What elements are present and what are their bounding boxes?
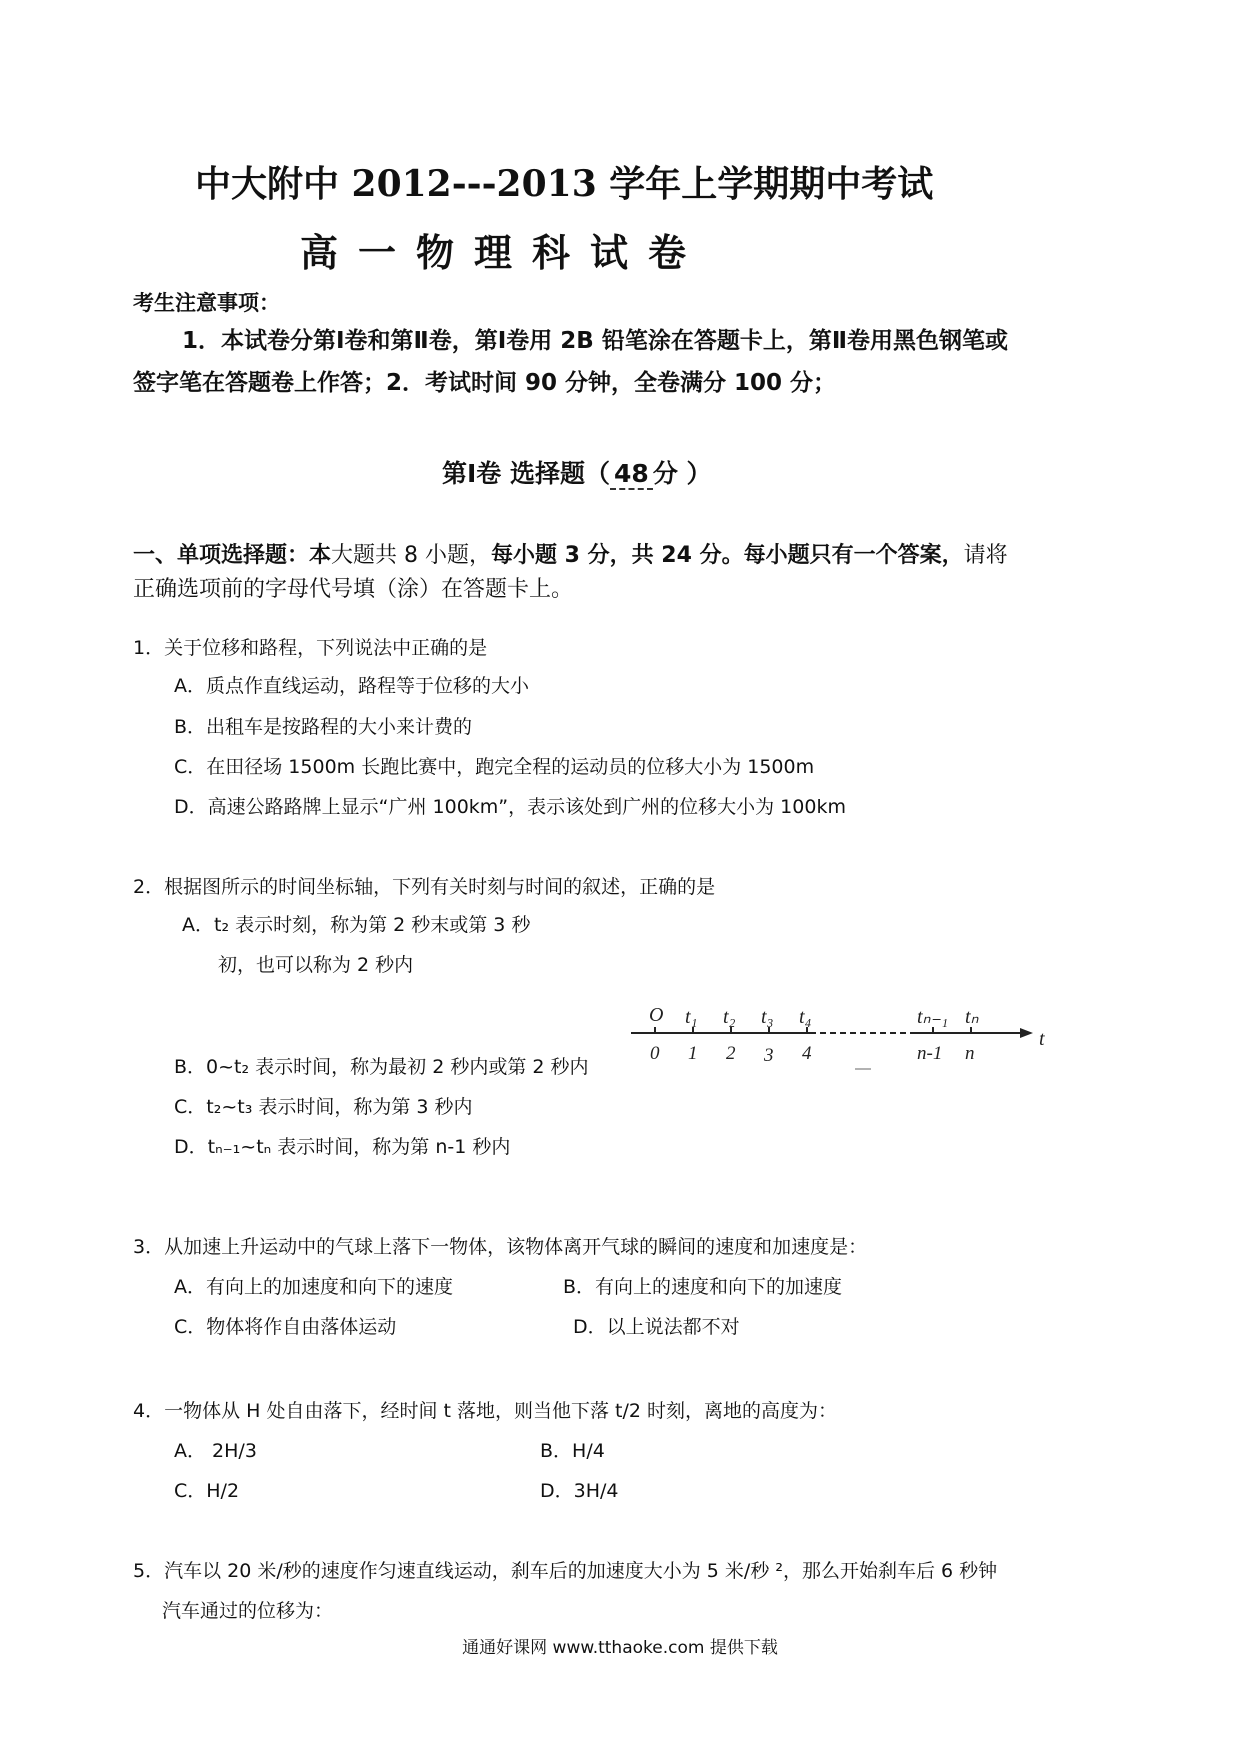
question-1-option-c: C．在田径场 1500m 长跑比赛中，跑完全程的运动员的位移大小为 1500m <box>174 756 815 778</box>
question-3-stem: 3．从加速上升运动中的气球上落下一物体，该物体离开气球的瞬间的速度和加速度是： <box>133 1236 868 1258</box>
question-1-option-d: D．高速公路路牌上显示“广州 100km”，表示该处到广州的位移大小为 100km <box>174 796 846 818</box>
question-1-stem: 1．关于位移和路程，下列说法中正确的是 <box>133 637 488 659</box>
num-2: 2 <box>726 1043 736 1064</box>
part1-instructions <box>133 538 1008 569</box>
exam-title: 中大附中 2012---2013 学年上学期期中考试 <box>195 163 934 205</box>
label-tn: tₙ <box>965 1006 979 1028</box>
label-tn-1: tₙ₋₁ <box>917 1006 949 1028</box>
question-1-option-b: B．出租车是按路程的大小来计费的 <box>174 716 473 738</box>
label-t-axis: t <box>1039 1028 1045 1050</box>
question-2-stem: 2．根据图所示的时间坐标轴，下列有关时刻与时间的叙述，正确的是 <box>133 876 716 898</box>
num-3: 3 <box>764 1045 774 1066</box>
question-3-option-c: C．物体将作自由落体运动 <box>174 1316 397 1338</box>
section-title <box>442 454 712 490</box>
question-2-option-a: A．t₂ 表示时刻，称为第 2 秒末或第 3 秒 <box>182 914 531 936</box>
part1-text-c: 每小题 3 分，共 24 分。每小题只有一个答案， <box>491 543 964 568</box>
question-5-stem: 5．汽车以 20 米/秒的速度作匀速直线运动，刹车后的加速度大小为 5 米/秒 ²，那么开始刹车后 6 秒钟 <box>133 1560 998 1582</box>
num-n: n <box>965 1043 975 1064</box>
part1-lead: 一、单项选择题： <box>133 543 310 568</box>
question-4-option-d: D．3H/4 <box>540 1480 619 1502</box>
question-4-option-a: A． 2H/3 <box>174 1440 257 1462</box>
question-1-option-a: A．质点作直线运动，路程等于位移的大小 <box>174 675 529 697</box>
num-n-1: n-1 <box>917 1043 943 1064</box>
part1-text-a: 本 <box>309 543 332 568</box>
num-0: 0 <box>650 1043 660 1064</box>
question-3-option-a: A．有向上的加速度和向下的速度 <box>174 1276 453 1298</box>
section-points: 48 <box>610 459 653 490</box>
num-1: 1 <box>688 1043 698 1064</box>
part1-text-b: 大题共 8 小题， <box>331 543 492 568</box>
label-t4: t₄ <box>799 1006 812 1028</box>
notice-line-1: 1．本试卷分第Ⅰ卷和第Ⅱ卷，第Ⅰ卷用 2B 铅笔涂在答题卡上，第Ⅱ卷用黑色钢笔或 <box>182 328 1008 354</box>
time-axis-diagram <box>615 995 1055 1075</box>
axis-arrow-icon <box>1020 1028 1033 1038</box>
question-2-option-d: D．tₙ₋₁~tₙ 表示时间，称为第 n-1 秒内 <box>174 1136 511 1158</box>
num-4: 4 <box>802 1043 812 1064</box>
question-5-stem-cont: 汽车通过的位移为： <box>162 1600 334 1622</box>
notice-line-2: 签字笔在答题卷上作答；2．考试时间 90 分钟，全卷满分 100 分； <box>133 370 837 396</box>
notice-heading: 考生注意事项： <box>133 291 280 315</box>
section-title-prefix: 第Ⅰ卷 选择题（ <box>442 459 611 488</box>
section-title-suffix: 分 ） <box>652 459 712 488</box>
question-3-option-d: D．以上说法都不对 <box>573 1316 740 1338</box>
label-origin: O <box>649 1004 664 1026</box>
label-t3: t₃ <box>761 1006 774 1028</box>
question-2-option-a-cont: 初，也可以称为 2 秒内 <box>218 954 414 976</box>
question-3-option-b: B．有向上的速度和向下的加速度 <box>563 1276 843 1298</box>
label-t2: t₂ <box>723 1006 736 1028</box>
question-4-option-b: B．H/4 <box>540 1440 605 1462</box>
label-t1: t₁ <box>685 1006 698 1028</box>
question-4-option-c: C．H/2 <box>174 1480 240 1502</box>
question-2-option-c: C．t₂~t₃ 表示时间，称为第 3 秒内 <box>174 1096 473 1118</box>
question-2-option-b: B．0~t₂ 表示时间，称为最初 2 秒内或第 2 秒内 <box>174 1056 589 1078</box>
part1-text-d: 请将 <box>963 543 1008 568</box>
question-4-stem: 4．一物体从 H 处自由落下，经时间 t 落地，则当他下落 t/2 时刻，离地的高度为： <box>133 1400 838 1422</box>
page-footer: 通通好课网 www.tthaoke.com 提供下载 <box>462 1638 778 1658</box>
part1-instructions-line-2: 正确选项前的字母代号填（涂）在答题卡上。 <box>133 577 574 602</box>
exam-subtitle: 高一物理科试卷 <box>300 230 707 275</box>
